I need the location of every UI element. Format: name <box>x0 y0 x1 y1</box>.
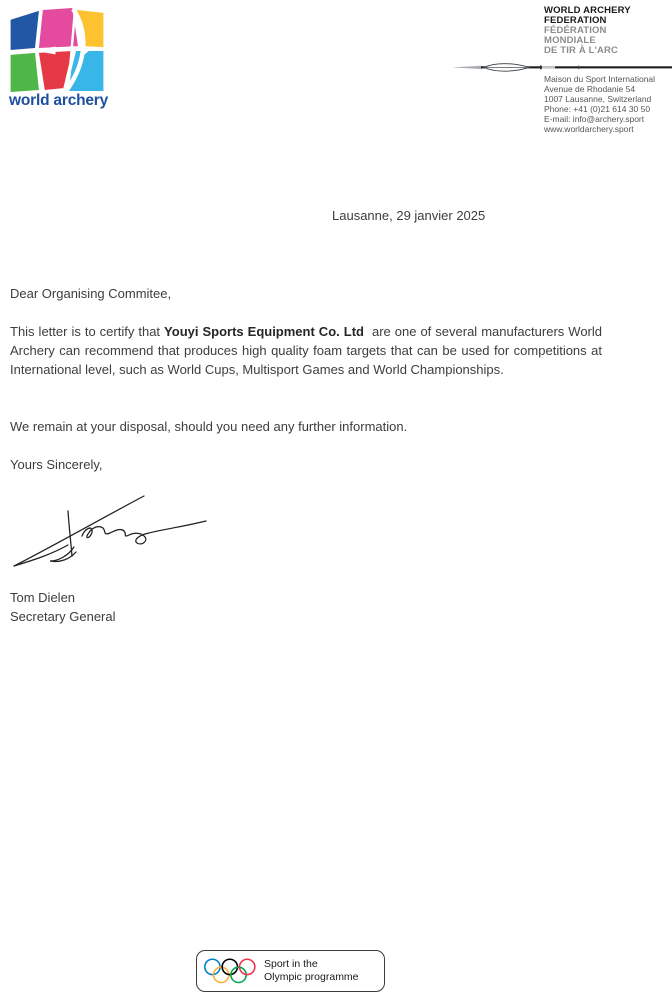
body-paragraph <box>10 322 602 379</box>
signer-title: Secretary General <box>10 609 116 624</box>
signature-stroke <box>68 511 72 556</box>
org-name-fr-line1: FÉDÉRATION <box>544 25 607 36</box>
ring-blue <box>205 959 220 974</box>
arrow-nock-mark <box>540 65 542 69</box>
address-line: E-mail: info@archery.sport <box>544 114 645 124</box>
olympic-programme-badge <box>196 950 385 992</box>
org-name-fr-line2: MONDIALE <box>544 35 596 46</box>
address-line: 1007 Lausanne, Switzerland <box>544 94 652 104</box>
letterhead-org-names <box>544 6 631 56</box>
signature-stroke <box>14 545 68 566</box>
address-line: www.worldarchery.sport <box>544 124 634 134</box>
body-text-segment: This letter is to certify that <box>10 324 165 339</box>
olympic-programme-label-line1: Sport in the <box>264 958 318 970</box>
ring-red <box>240 959 255 974</box>
world-archery-wordmark: world archery <box>9 92 109 109</box>
valediction: Yours Sincerely, <box>10 457 103 472</box>
logo-blue-segment <box>11 11 39 50</box>
address-line: Phone: +41 (0)21 614 30 50 <box>544 104 651 114</box>
olympic-programme-label <box>264 958 359 984</box>
org-name-en-line2: FEDERATION <box>544 15 607 26</box>
address-line: Avenue de Rhodanie 54 <box>544 84 636 94</box>
ring-black <box>222 959 237 974</box>
closing-line: We remain at your disposal, should you need any further information. <box>10 419 408 434</box>
salutation: Dear Organising Commitee, <box>10 286 172 301</box>
body-text-segment: are one of several manufacturers World Archery can recommend that produces high quality foam targets that can be used for competitions at International level, such as World Cups, Multisport Games and World Championships. <box>10 324 602 377</box>
signature-stroke <box>82 521 206 544</box>
org-name-fr-line3: DE TIR À L'ARC <box>544 45 619 56</box>
world-archery-logo-icon <box>10 8 104 92</box>
arrow-band <box>542 66 555 68</box>
olympic-rings-icon <box>204 958 256 985</box>
ring-yellow <box>214 967 229 982</box>
arrow-point <box>452 66 482 69</box>
logo-red-segment <box>39 51 72 90</box>
signer-block <box>10 588 602 626</box>
olympic-programme-label-line2: Olympic programme <box>264 971 359 983</box>
arrow-tick-mark <box>578 66 579 70</box>
ring-green <box>231 967 246 982</box>
arrow-graphic-icon <box>452 61 672 73</box>
signer-name: Tom Dielen <box>10 590 76 605</box>
company-name-bold: Youyi Sports Equipment Co. Ltd <box>164 324 364 339</box>
dateline: Lausanne, 29 janvier 2025 <box>332 208 486 223</box>
logo-green-segment <box>11 53 39 92</box>
letterhead-address <box>544 74 655 134</box>
org-name-en-line1: WORLD ARCHERY <box>544 5 631 16</box>
address-line: Maison du Sport International <box>544 74 656 84</box>
signature-icon <box>6 484 211 572</box>
